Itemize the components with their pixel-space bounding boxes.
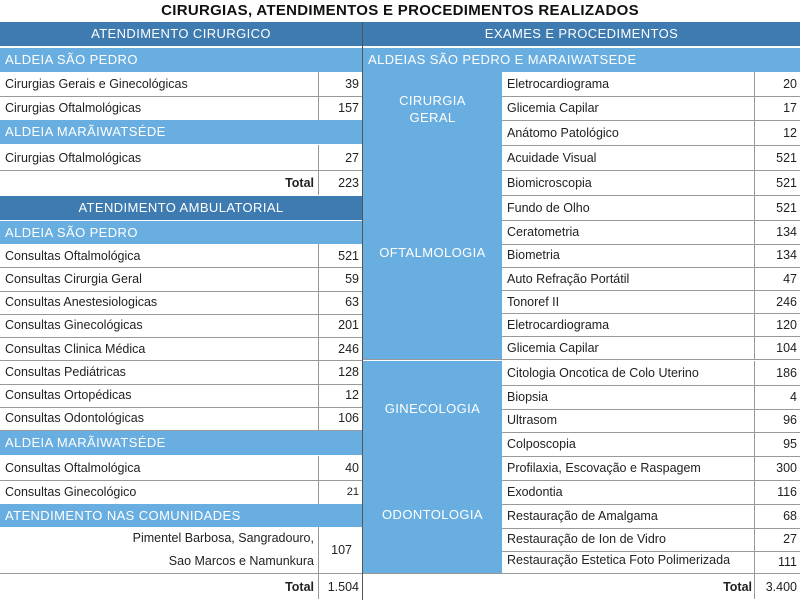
table-row xyxy=(502,290,800,313)
value-divider xyxy=(318,314,319,337)
table-row-label: Eletrocardiograma xyxy=(507,77,610,91)
table-row-value: 157 xyxy=(338,101,359,115)
value-divider xyxy=(754,267,755,290)
table-row xyxy=(502,313,800,336)
table-row-value: 12 xyxy=(783,125,797,140)
table-row-label: Eletrocardiograma xyxy=(507,317,610,332)
value-divider xyxy=(754,361,755,385)
table-row-label: Ceratometria xyxy=(507,224,580,239)
table-row-label: Auto Refração Portátil xyxy=(507,271,630,286)
comunidades-value: 107 xyxy=(331,543,352,557)
aldeia-maraiwatsede-ambulatorial: ALDEIA MARÃIWATSÉDE xyxy=(0,431,362,455)
table-row-label: Acuidade Visual xyxy=(507,150,597,165)
table-row-label: Biometria xyxy=(507,248,560,263)
value-divider xyxy=(754,432,755,456)
comunidades-row xyxy=(0,527,362,573)
table-row-value: 17 xyxy=(783,101,797,115)
value-divider xyxy=(754,409,755,433)
table-row-value: 300 xyxy=(776,461,797,475)
aldeia-sao-pedro-cirurgico: ALDEIA SÃO PEDRO xyxy=(0,48,362,72)
table-row xyxy=(0,291,362,314)
table-row-value: 201 xyxy=(338,318,359,333)
table-row-value: 521 xyxy=(776,175,797,190)
value-divider xyxy=(754,96,755,120)
table-row-label: Consultas Oftalmológica xyxy=(5,248,141,263)
table-row xyxy=(0,244,362,267)
table-row-label: Cirurgias Gerais e Ginecológicas xyxy=(5,77,188,91)
value-divider xyxy=(754,385,755,409)
value-divider xyxy=(318,384,319,407)
table-row-value: 20 xyxy=(783,77,797,91)
table-row xyxy=(502,72,800,96)
comunidades-line2: Sao Marcos e Namunkura xyxy=(168,554,314,568)
table-row xyxy=(0,267,362,290)
table-row xyxy=(502,551,800,573)
table-row-label: Restauração de Ion de Vidro xyxy=(507,532,666,547)
table-row-label: Cirurgias Oftalmológicas xyxy=(5,101,142,115)
group-name-line1: GINECOLOGIA xyxy=(384,401,481,416)
value-divider xyxy=(754,145,755,170)
table-row xyxy=(502,480,800,504)
table-row-value: 68 xyxy=(783,508,797,523)
value-divider xyxy=(318,360,319,383)
table-row xyxy=(502,96,800,120)
page-title: CIRURGIAS, ATENDIMENTOS E PROCEDIMENTOS REALIZADOS xyxy=(161,2,639,19)
value-divider xyxy=(754,170,755,195)
table-row-value: 106 xyxy=(338,411,359,426)
value-divider xyxy=(318,96,319,120)
group-name-line1: CIRURGIA xyxy=(399,92,466,108)
total-label: Total xyxy=(285,175,314,190)
table-row-value: 120 xyxy=(776,317,797,332)
table-row-label: Consultas Cirurgia Geral xyxy=(5,271,142,286)
aldeia-maraiwatsede-cirurgico: ALDEIA MARÃIWATSÉDE xyxy=(0,120,362,144)
value-divider xyxy=(754,336,755,359)
table-row xyxy=(0,314,362,337)
table-row-value: 63 xyxy=(345,295,359,310)
table-row-value: 116 xyxy=(777,484,797,499)
table-row-value: 521 xyxy=(776,200,797,215)
center-divider xyxy=(362,22,363,600)
table-row xyxy=(502,195,800,220)
value-divider xyxy=(754,290,755,313)
value-divider xyxy=(754,480,755,504)
table-row-label: Consultas Odontológicas xyxy=(5,411,144,426)
table-row-label: Restauração de Amalgama xyxy=(507,508,658,523)
header-atendimento-comunidades: ATENDIMENTO NAS COMUNIDADES xyxy=(0,504,362,527)
table-row-value: 104 xyxy=(776,340,797,355)
value-divider xyxy=(318,456,319,480)
table-row-label: Glicemia Capilar xyxy=(507,340,599,355)
group-name xyxy=(379,244,485,261)
group-name xyxy=(382,506,483,523)
total-cirurgico-row xyxy=(0,170,362,195)
table-row-value: 27 xyxy=(345,150,359,165)
total-value: 3.400 xyxy=(765,579,797,594)
table-row-label: Profilaxia, Escovação e Raspagem xyxy=(507,461,701,475)
table-row-value: 128 xyxy=(338,364,359,379)
table-row xyxy=(0,360,362,383)
value-divider xyxy=(318,291,319,314)
value-divider xyxy=(754,220,755,244)
total-value: 1.504 xyxy=(327,579,359,594)
table-row-value: 111 xyxy=(777,555,797,569)
group-name-line1: ODONTOLOGIA xyxy=(382,507,483,522)
table-row-label: Consultas Ginecológico xyxy=(5,485,137,499)
table-row xyxy=(502,267,800,290)
table-row xyxy=(0,96,362,120)
value-divider xyxy=(754,528,755,552)
table-row-label: Anátomo Patológico xyxy=(507,125,619,140)
table-row xyxy=(502,504,800,528)
value-divider xyxy=(318,145,319,170)
table-row xyxy=(0,384,362,407)
table-row-label: Consultas Ginecológicas xyxy=(5,318,143,333)
table-row-value: 40 xyxy=(345,461,359,475)
table-row-label: Exodontia xyxy=(507,484,563,499)
aldeia-sao-pedro-ambulatorial: ALDEIA SÃO PEDRO xyxy=(0,221,362,244)
total-geral-right-row xyxy=(363,574,800,599)
value-divider xyxy=(318,267,319,290)
table-row-value: 134 xyxy=(776,224,797,239)
value-divider xyxy=(318,72,319,96)
value-divider xyxy=(754,504,755,528)
table-row xyxy=(502,220,800,244)
value-divider xyxy=(754,313,755,336)
value-divider xyxy=(318,337,319,360)
table-row-label: Ultrasom xyxy=(507,413,558,428)
table-row xyxy=(502,528,800,552)
table-row xyxy=(502,170,800,195)
table-row-value: 21 xyxy=(346,486,359,498)
table-row-label: Citologia Oncotica de Colo Uterino xyxy=(507,366,699,380)
value-divider xyxy=(754,120,755,145)
value-divider xyxy=(318,407,319,430)
group-oftalmologia xyxy=(363,145,502,359)
value-divider xyxy=(318,170,319,195)
table-row-label: Glicemia Capilar xyxy=(507,101,599,115)
table-row-label: Tonoref II xyxy=(507,294,560,309)
group-cirurgia xyxy=(363,72,502,145)
value-divider xyxy=(318,480,319,504)
table-row-label: Consultas Oftalmológica xyxy=(5,461,141,475)
group-name xyxy=(385,400,480,417)
value-divider xyxy=(318,527,319,573)
value-divider xyxy=(754,72,755,96)
group-name xyxy=(399,92,466,126)
table-row-value: 186 xyxy=(776,366,797,380)
table-row xyxy=(0,72,362,96)
table-row-label: Biomicroscopia xyxy=(507,175,592,190)
comunidades-line1: Pimentel Barbosa, Sangradouro, xyxy=(132,531,314,545)
table-row xyxy=(0,337,362,360)
table-row-value: 59 xyxy=(345,271,359,286)
value-divider xyxy=(754,551,755,573)
table-row-label: Cirurgias Oftalmológicas xyxy=(5,150,142,165)
table-row-value: 96 xyxy=(783,413,797,428)
table-row-label: Restauração Estetica Foto Polimerizada xyxy=(507,553,731,567)
table-row-value: 246 xyxy=(338,341,359,356)
table-row-label: Biopsia xyxy=(507,389,548,404)
table-row xyxy=(502,456,800,480)
table-row-value: 95 xyxy=(783,437,797,451)
table-row-label: Colposcopia xyxy=(507,437,576,451)
total-label: Total xyxy=(723,579,752,594)
header-atendimento-ambulatorial: ATENDIMENTO AMBULATORIAL xyxy=(0,196,362,220)
table-row-value: 134 xyxy=(776,248,797,263)
table-row xyxy=(502,361,800,385)
table-row-value: 521 xyxy=(776,150,797,165)
header-exames-procedimentos: EXAMES E PROCEDIMENTOS xyxy=(363,22,800,46)
table-row xyxy=(0,145,362,170)
table-row-label: Consultas Clinica Médica xyxy=(5,341,146,356)
table-row xyxy=(0,480,362,504)
table-row xyxy=(502,244,800,268)
table-row-label: Consultas Pediátricas xyxy=(5,364,126,379)
table-row-label: Fundo de Olho xyxy=(507,200,590,215)
value-divider xyxy=(318,244,319,267)
total-geral-left-row xyxy=(0,574,362,599)
table-row-value: 521 xyxy=(338,248,359,263)
table-row-value: 12 xyxy=(345,388,359,403)
table-row-label: Consultas Ortopédicas xyxy=(5,388,132,403)
table-row-value: 4 xyxy=(790,389,797,404)
value-divider xyxy=(754,195,755,220)
aldeias-sao-pedro-maraiwatsede: ALDEIAS SÃO PEDRO E MARAIWATSEDE xyxy=(363,48,800,72)
table-row xyxy=(502,385,800,409)
value-divider xyxy=(318,574,319,599)
total-value: 223 xyxy=(338,175,359,190)
table-row-label: Consultas Anestesiologicas xyxy=(5,295,158,310)
group-name-line2: GERAL xyxy=(409,109,456,125)
group-name-line1: OFTALMOLOGIA xyxy=(379,244,486,260)
table-row-value: 39 xyxy=(345,77,359,91)
table-row xyxy=(502,409,800,433)
table-row xyxy=(502,336,800,359)
value-divider xyxy=(754,574,755,599)
table-row-value: 27 xyxy=(783,532,797,547)
table-row xyxy=(502,432,800,456)
table-row xyxy=(0,407,362,430)
table-row xyxy=(502,120,800,145)
group-odontologia xyxy=(363,456,502,573)
group-ginecologia xyxy=(363,361,502,456)
table-row-value: 47 xyxy=(783,271,797,286)
value-divider xyxy=(754,456,755,480)
header-atendimento-cirurgico: ATENDIMENTO CIRURGICO xyxy=(0,22,362,46)
table-row-value: 246 xyxy=(776,294,797,309)
total-label: Total xyxy=(285,579,314,594)
group-divider xyxy=(363,359,800,360)
value-divider xyxy=(754,244,755,268)
table-row xyxy=(0,456,362,480)
table-row xyxy=(502,145,800,170)
